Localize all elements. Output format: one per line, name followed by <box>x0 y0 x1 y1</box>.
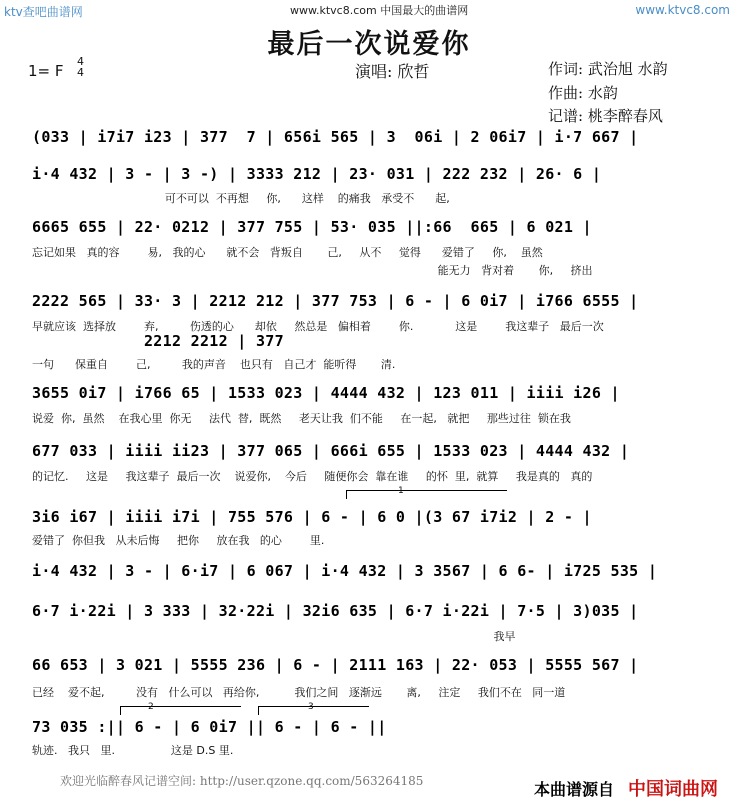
notation-row-9: 6·7 i·22i | 3 333 | 32·22i | 32i6 635 | 6·7 i·22i | 7·5 | 3)035 | <box>32 602 639 620</box>
lyric-row-7: 爱错了 你但我 从未后悔 把你 放在我 的心 里. <box>32 534 325 547</box>
notation-row-4: 2222 565 | 33· 3 | 2212 212 | 377 753 | 6 - | 6 0i7 | i766 6555 | <box>32 292 639 310</box>
transcriber-credit: 记谱: 桃李醉春风 <box>548 107 663 125</box>
lyric-row-10: 已经 爱不起, 没有 什么可以 再给你, 我们之间 逐渐远 离, 注定 我们不在 同一道 <box>32 686 566 699</box>
time-signature-bottom: 4 <box>77 66 84 79</box>
volta-bracket-2 <box>120 706 241 715</box>
lyric-row-4b: 一句 保重自 己, 我的声音 也只有 自己才 能听得 清. <box>32 358 396 371</box>
lyric-row-6: 的记忆. 这是 我这辈子 最后一次 说爱你, 今后 随便你会 靠在谁 的怀 里, 就算 我是真的 真的 <box>32 470 593 483</box>
footer-url: 欢迎光临醉春风记谱空间: http://user.qzone.qq.com/563264185 <box>60 774 424 788</box>
notation-row-7: 3i6 i67 | iiii i7i | 755 576 | 6 - | 6 0 |(3 67 i7i2 | 2 - | <box>32 508 592 526</box>
lyric-row-3b: 能无力 背对着 你, 挤出 <box>32 264 593 277</box>
notation-row-3: 6665 655 | 22· 0212 | 377 755 | 53· 035 ||:66 665 | 6 021 | <box>32 218 592 236</box>
composer-credit: 作曲: 水韵 <box>548 84 618 102</box>
key-signature: 1= F <box>28 62 64 80</box>
watermark-right: www.ktvc8.com <box>635 3 730 17</box>
notation-row-8: i·4 432 | 3 - | 6·i7 | 6 067 | i·4 432 | 3 3567 | 6 6- | i725 535 | <box>32 562 658 580</box>
notation-row-10: 66 653 | 3 021 | 5555 236 | 6 - | 2111 163 | 22· 053 | 5555 567 | <box>32 656 639 674</box>
volta-bracket-1 <box>346 490 507 499</box>
notation-row-11: 73 035 :|| 6 - | 6 0i7 || 6 - | 6 - || <box>32 718 387 736</box>
song-title: 最后一次说爱你 <box>267 29 471 60</box>
notation-row-1: (033 | i7i7 i23 | 377 7 | 656i 565 | 3 06i | 2 06i7 | i·7 667 | <box>32 128 639 146</box>
notation-row-5: 3655 0i7 | i766 65 | 1533 023 | 4444 432 | 123 011 | iiii i26 | <box>32 384 620 402</box>
singer-credit: 演唱: 欣哲 <box>355 62 430 81</box>
watermark-left: ktv查吧曲谱网 <box>4 5 83 19</box>
watermark-center: www.ktvc8.com 中国最大的曲谱网 <box>290 4 469 17</box>
notation-row-2: i·4 432 | 3 - | 3 -) | 3333 212 | 23· 031 | 222 232 | 26· 6 | <box>32 165 602 183</box>
lyric-row-3: 忘记如果 真的容 易, 我的心 就不会 背叛自 己, 从不 觉得 爱错了 你, 虽然 <box>32 246 543 259</box>
volta-label-3: 3 <box>308 702 314 712</box>
time-signature-top: 4 <box>77 55 84 68</box>
notation-row-4b: 2212 2212 | 377 <box>32 332 284 350</box>
lyric-row-4: 早就应该 选择放 弃, 伤透的心 却依 然总是 偏相着 你. 这是 我这辈子 最后一次 <box>32 320 604 333</box>
lyric-row-11: 轨迹. 我只 里. 这是 D.S 里. <box>32 744 234 757</box>
time-signature <box>77 56 84 78</box>
footer-source-label: 本曲谱源自 <box>534 780 615 799</box>
lyricist-credit: 作词: 武治旭 水韵 <box>548 60 668 78</box>
volta-label-1: 1 <box>398 486 404 496</box>
notation-row-6: 677 033 | iiii ii23 | 377 065 | 666i 655 | 1533 023 | 4444 432 | <box>32 442 630 460</box>
lyric-row-9: 我早 <box>32 630 516 643</box>
lyric-row-5: 说爱 你, 虽然 在我心里 你无 法代 替, 既然 老天让我 们不能 在一起, 就把 那些过往 锁在我 <box>32 412 571 425</box>
lyric-row-2: 可不可以 不再想 你, 这样 的痛我 承受不 起, <box>32 192 450 205</box>
volta-label-2: 2 <box>148 702 154 712</box>
footer-site-name: 中国词曲网 <box>628 779 718 800</box>
